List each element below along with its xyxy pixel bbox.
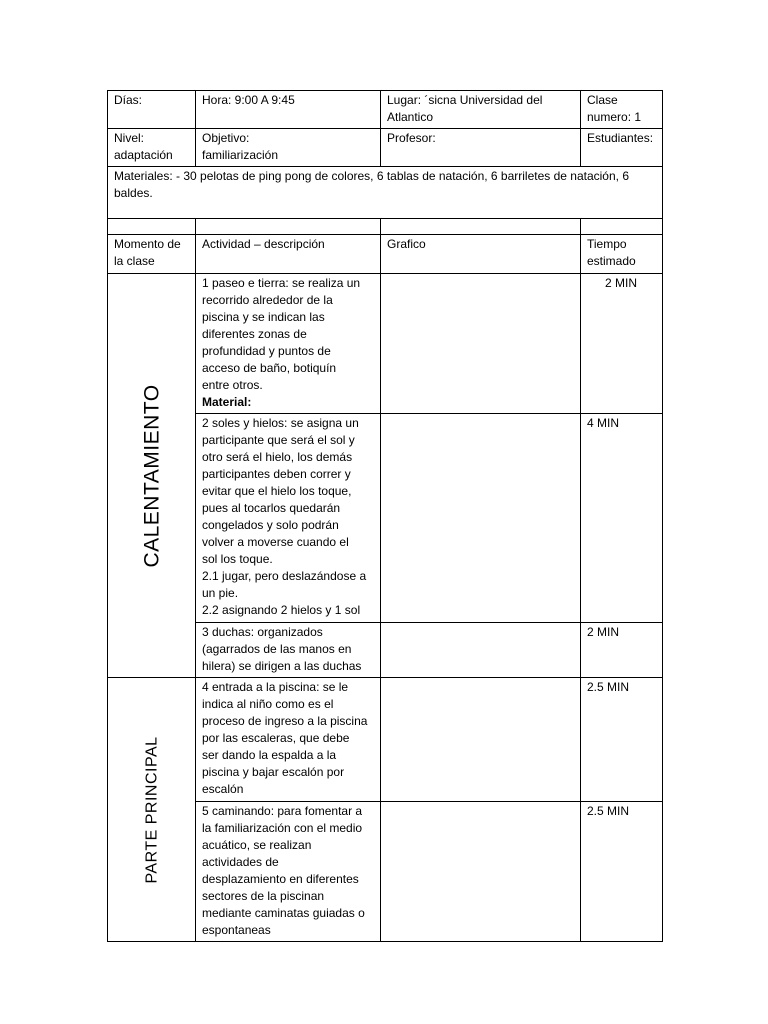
activity-description (196, 623, 381, 678)
activity-time: 2.5 MIN (581, 802, 663, 942)
objetivo-value: familiarización (202, 148, 279, 162)
spacer-cell (381, 219, 581, 235)
spacer-cell (581, 219, 663, 235)
clase-cell: Clase numero: 1 (581, 91, 663, 129)
activity-line: mediante caminatas guiadas o (202, 906, 365, 920)
activity-line: diferentes zonas de (202, 327, 307, 341)
class-plan-table (107, 90, 663, 942)
activity-line: actividades de (202, 855, 279, 869)
activity-line: por las escaleras, que debe (202, 731, 350, 745)
activity-line: la familiarización con el medio (202, 821, 363, 835)
profesor-cell: Profesor: (381, 129, 581, 167)
spacer-cell (196, 219, 381, 235)
grafico-cell (381, 274, 581, 414)
activity-line: (agarrados de las manos en (202, 642, 352, 656)
lugar-cell: Lugar: ´sicna Universidad del Atlantico (381, 91, 581, 129)
activity-line: acuático, se realizan (202, 838, 312, 852)
header-row-1 (108, 91, 663, 129)
activity-line: espontaneas (202, 923, 271, 937)
activity-line: sectores de la piscinan (202, 889, 325, 903)
activity-line: hilera) se dirigen a las duchas (202, 659, 362, 673)
hora-cell: Hora: 9:00 A 9:45 (196, 91, 381, 129)
activity-row (108, 678, 663, 802)
estudiantes-cell: Estudiantes: (581, 129, 663, 167)
activity-line: proceso de ingreso a la piscina (202, 714, 368, 728)
spacer-row (108, 219, 663, 235)
header-row-2 (108, 129, 663, 167)
activity-time: 4 MIN (581, 414, 663, 623)
section-parte-principal-cell (108, 678, 196, 942)
materiales-row (108, 167, 663, 219)
activity-line: ser dando la espalda a la (202, 748, 337, 762)
activity-line: 1 paseo e tierra: se realiza un (202, 276, 361, 290)
activity-line: sol los toque. (202, 552, 273, 566)
nivel-cell (108, 129, 196, 167)
materiales-cell: Materiales: - 30 pelotas de ping pong de colores, 6 tablas de natación, 6 barriletes de natación, 6 baldes. (108, 167, 663, 219)
activity-line: congelados y solo podrán (202, 518, 339, 532)
activity-description (196, 414, 381, 623)
spacer-cell (108, 219, 196, 235)
section-calentamiento-cell (108, 274, 196, 678)
material-label: Material: (202, 395, 252, 409)
activity-line: 4 entrada a la piscina: se le (202, 680, 349, 694)
grafico-cell (381, 802, 581, 942)
actividad-header: Actividad – descripción (196, 235, 381, 274)
activity-line: pues al tocarlos quedarán (202, 501, 341, 515)
nivel-label: Nivel: (114, 131, 145, 145)
section-label-parte-principal: PARTE PRINCIPAL (143, 735, 160, 884)
activity-line: volver a moverse cuando el (202, 535, 349, 549)
column-header-row (108, 235, 663, 274)
activity-line: evitar que el hielo los toque, (202, 484, 352, 498)
grafico-header: Grafico (381, 235, 581, 274)
objetivo-label: Objetivo: (202, 131, 250, 145)
activity-time: 2.5 MIN (581, 678, 663, 802)
activity-line: participante que será el sol y (202, 433, 355, 447)
momento-header: Momento de la clase (108, 235, 196, 274)
activity-line: piscina y se indican las (202, 310, 325, 324)
activity-line: desplazamiento en diferentes (202, 872, 359, 886)
activity-line: un pie. (202, 586, 239, 600)
activity-line: otro será el hielo, los demás (202, 450, 353, 464)
activity-line: participantes deben correr y (202, 467, 351, 481)
tiempo-header: Tiempo estimado (581, 235, 663, 274)
section-label-calentamiento: CALENTAMIENTO (140, 383, 163, 568)
activity-time: 2 MIN (581, 623, 663, 678)
activity-description (196, 274, 381, 414)
dias-cell: Días: (108, 91, 196, 129)
grafico-cell (381, 678, 581, 802)
activity-line: 5 caminando: para fomentar a (202, 804, 363, 818)
grafico-cell (381, 623, 581, 678)
activity-line: profundidad y puntos de (202, 344, 331, 358)
activity-line: 2 soles y hielos: se asigna un (202, 416, 359, 430)
activity-line: entre otros. (202, 378, 263, 392)
activity-line: 2.1 jugar, pero deslazándose a (202, 569, 367, 583)
activity-line: acceso de baño, botiquín (202, 361, 337, 375)
nivel-value: adaptación (114, 148, 173, 162)
objetivo-cell (196, 129, 381, 167)
activity-line: indica al niño como es el (202, 697, 334, 711)
activity-line: recorrido alrededor de la (202, 293, 333, 307)
activity-description (196, 802, 381, 942)
activity-time: 2 MIN (581, 274, 663, 414)
activity-line: 3 duchas: organizados (202, 625, 323, 639)
grafico-cell (381, 414, 581, 623)
activity-line: piscina y bajar escalón por (202, 765, 345, 779)
activity-row (108, 274, 663, 414)
activity-description (196, 678, 381, 802)
activity-line: escalón (202, 782, 244, 796)
activity-line: 2.2 asignando 2 hielos y 1 sol (202, 603, 361, 617)
